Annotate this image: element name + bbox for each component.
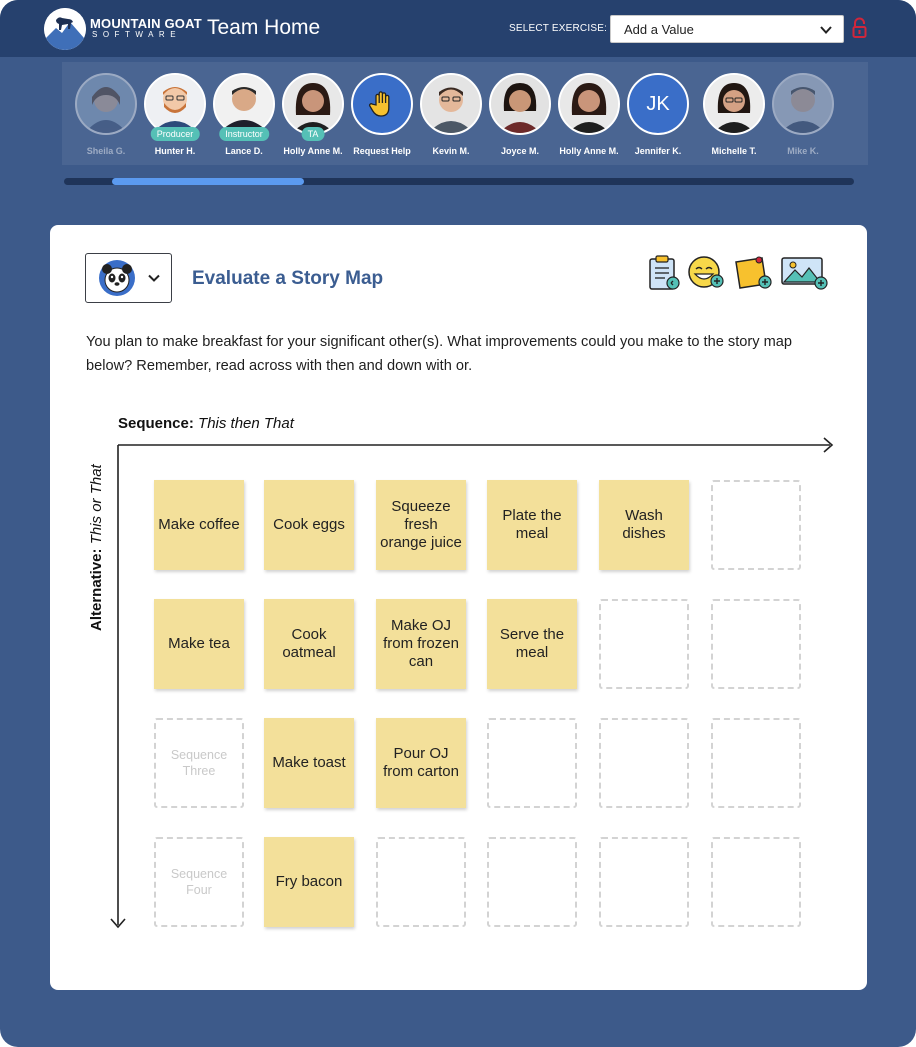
sticky-note[interactable]: Make toast [264, 718, 354, 808]
sticky-note[interactable]: Make coffee [154, 480, 244, 570]
participant-name: Jennifer K. [634, 146, 682, 156]
exercise-select-value: Add a Value [624, 21, 694, 37]
select-exercise-label: SELECT EXERCISE: [509, 23, 608, 34]
participant-10[interactable] [766, 73, 840, 156]
role-badge: Producer [151, 127, 200, 141]
avatar [282, 73, 344, 135]
participant-5[interactable] [414, 73, 488, 156]
sticky-note[interactable]: Serve the meal [487, 599, 577, 689]
empty-slot[interactable] [711, 837, 801, 927]
avatar [75, 73, 137, 135]
participant-6[interactable] [483, 73, 557, 156]
participant-scroll-thumb[interactable] [112, 178, 304, 185]
empty-slot[interactable] [599, 599, 689, 689]
participant-1[interactable] [138, 73, 212, 156]
sticky-note[interactable]: Cook eggs [264, 480, 354, 570]
participant-3[interactable] [276, 73, 350, 156]
participant-2[interactable] [207, 73, 281, 156]
sticky-note[interactable]: Squeeze fresh orange juice [376, 480, 466, 570]
participant-name: Hunter H. [154, 146, 196, 156]
sticky-note[interactable]: Wash dishes [599, 480, 689, 570]
avatar [144, 73, 206, 135]
sequence-label-bold: Sequence: [118, 415, 194, 432]
unlocked-padlock-icon[interactable] [852, 17, 867, 44]
sticky-note[interactable]: Pour OJ from carton [376, 718, 466, 808]
alternative-label-italic: This or That [88, 464, 105, 545]
participant-name: Request Help [353, 146, 411, 156]
participant-9[interactable] [697, 73, 771, 156]
participant-name: Michelle T. [711, 146, 757, 156]
empty-slot[interactable] [711, 480, 801, 570]
participant-name: Joyce M. [500, 146, 540, 156]
empty-slot[interactable] [711, 718, 801, 808]
exercise-prompt: You plan to make breakfast for your significant other(s). What improvements could you make to the story map below? Remember, read across with then and down with or. [86, 334, 792, 374]
sticky-note[interactable]: Cook oatmeal [264, 599, 354, 689]
page-title: Team Home [207, 16, 321, 39]
avatar [772, 73, 834, 135]
empty-slot[interactable] [711, 599, 801, 689]
top-bar [0, 0, 916, 57]
participant-name: Lance D. [225, 146, 263, 156]
avatar [558, 73, 620, 135]
exercise-select[interactable] [610, 15, 844, 43]
brand-bottom-text: SOFTWARE [92, 30, 182, 39]
participant-name: Kevin M. [432, 146, 470, 156]
avatar [420, 73, 482, 135]
sticky-note[interactable]: Fry bacon [264, 837, 354, 927]
empty-slot[interactable] [599, 718, 689, 808]
sticky-note[interactable]: Plate the meal [487, 480, 577, 570]
empty-slot[interactable]: Sequence Three [154, 718, 244, 808]
participant-0[interactable] [69, 73, 143, 156]
chevron-down-icon [819, 23, 833, 40]
empty-slot[interactable] [487, 837, 577, 927]
sequence-label-italic: This then That [198, 415, 294, 432]
mountain-goat-logo[interactable] [44, 8, 86, 50]
sticky-note[interactable]: Make tea [154, 599, 244, 689]
avatar [489, 73, 551, 135]
role-badge: Instructor [219, 127, 269, 141]
sticky-note[interactable]: Make OJ from frozen can [376, 599, 466, 689]
role-badge: TA [302, 127, 325, 141]
participant-name: Holly Anne M. [559, 146, 619, 156]
empty-slot[interactable] [487, 718, 577, 808]
participant-name: Sheila G. [86, 146, 126, 156]
avatar [703, 73, 765, 135]
exercise-card [50, 225, 867, 990]
brand-wordmark [90, 17, 202, 40]
participant-8[interactable] [621, 73, 695, 156]
participant-name: Mike K. [787, 146, 819, 156]
empty-slot[interactable]: Sequence Four [154, 837, 244, 927]
participant-7[interactable] [552, 73, 626, 156]
alternative-label-bold: Alternative: [88, 548, 105, 631]
brand-top-text: MOUNTAIN GOAT [90, 16, 202, 31]
avatar [213, 73, 275, 135]
empty-slot[interactable] [376, 837, 466, 927]
participant-name: Holly Anne M. [283, 146, 343, 156]
exercise-title: Evaluate a Story Map [192, 268, 384, 289]
raised-hand-icon [351, 73, 413, 135]
request-help-button[interactable] [345, 73, 419, 156]
empty-slot[interactable] [599, 837, 689, 927]
initials-avatar: JK [627, 73, 689, 135]
